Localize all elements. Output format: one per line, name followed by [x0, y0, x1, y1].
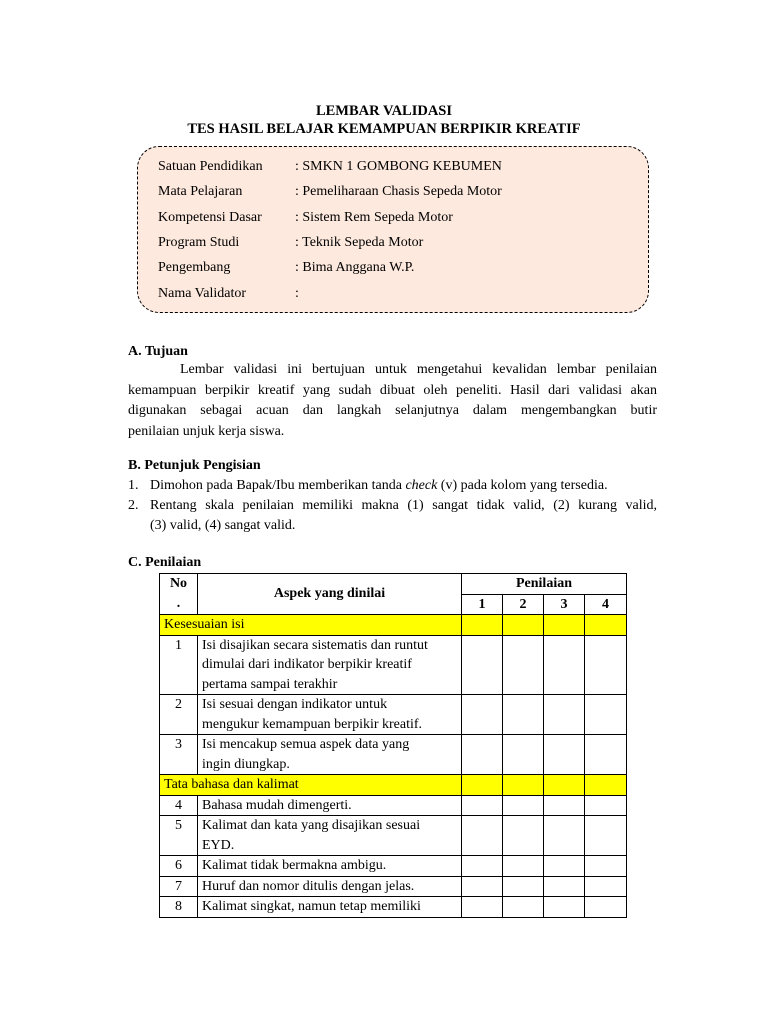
table-row [160, 816, 627, 856]
header-no: No . [160, 574, 198, 615]
score-cell[interactable] [503, 816, 544, 856]
score-cell[interactable] [503, 897, 544, 918]
info-label: Mata Pelajaran [158, 184, 243, 199]
list-number: 2. [128, 498, 139, 513]
score-cell[interactable] [503, 735, 544, 775]
header-score: Penilaian [462, 574, 627, 595]
score-cell[interactable] [503, 695, 544, 735]
header-aspect: Aspek yang dinilai [198, 574, 462, 615]
score-cell[interactable] [503, 856, 544, 877]
row-aspect: Kalimat dan kata yang disajikan sesuai EYD. [198, 816, 462, 856]
info-label: Kompetensi Dasar [158, 210, 262, 225]
header-score-2: 2 [503, 594, 544, 615]
info-value: : Bima Anggana W.P. [295, 260, 415, 275]
info-value: : Sistem Rem Sepeda Motor [295, 210, 453, 225]
row-aspect: Bahasa mudah dimengerti. [198, 795, 462, 816]
info-value: : SMKN 1 GOMBONG KEBUMEN [295, 159, 502, 174]
score-cell[interactable] [544, 856, 585, 877]
section-b-heading: B. Petunjuk Pengisian [128, 458, 261, 473]
score-cell[interactable] [585, 876, 627, 897]
info-value: : Teknik Sepeda Motor [295, 235, 424, 250]
info-value: : [295, 286, 299, 301]
score-cell[interactable] [585, 856, 627, 877]
document-title: LEMBAR VALIDASI [315, 103, 453, 119]
score-cell[interactable] [503, 876, 544, 897]
header-score-4: 4 [585, 594, 627, 615]
score-cell[interactable] [544, 695, 585, 735]
table-row [160, 897, 627, 918]
row-number: 6 [160, 856, 198, 877]
score-cell[interactable] [503, 635, 544, 695]
table-row [160, 795, 627, 816]
score-cell[interactable] [503, 795, 544, 816]
row-aspect: Kalimat singkat, namun tetap memiliki [198, 897, 462, 918]
document-subtitle: TES HASIL BELAJAR KEMAMPUAN BERPIKIR KREATIF [187, 121, 581, 137]
list-number: 1. [128, 478, 139, 493]
score-cell[interactable] [585, 735, 627, 775]
score-cell[interactable] [585, 816, 627, 856]
category-label: Kesesuaian isi [160, 615, 462, 636]
score-cell[interactable] [585, 695, 627, 735]
score-cell[interactable] [462, 856, 503, 877]
score-cell[interactable] [544, 635, 585, 695]
info-label: Nama Validator [158, 286, 246, 301]
row-number: 5 [160, 816, 198, 856]
table-row [160, 635, 627, 695]
table-row [160, 735, 627, 775]
assessment-table [159, 573, 627, 918]
score-cell[interactable] [462, 897, 503, 918]
score-cell[interactable] [462, 635, 503, 695]
score-cell[interactable] [544, 735, 585, 775]
info-label: Satuan Pendidikan [158, 159, 263, 174]
category-row [160, 775, 627, 796]
header-score-1: 1 [462, 594, 503, 615]
row-number: 7 [160, 876, 198, 897]
score-cell[interactable] [585, 635, 627, 695]
row-number: 3 [160, 735, 198, 775]
category-label: Tata bahasa dan kalimat [160, 775, 462, 796]
score-cell[interactable] [544, 897, 585, 918]
row-number: 8 [160, 897, 198, 918]
score-cell[interactable] [585, 795, 627, 816]
instruction-text: Dimohon pada Bapak/Ibu memberikan tanda check (v) pada kolom yang tersedia. [150, 478, 608, 493]
row-number: 4 [160, 795, 198, 816]
score-cell[interactable] [544, 876, 585, 897]
row-aspect: Isi disajikan secara sistematis dan runtut dimulai dari indikator berpikir kreatif pertama sampai terakhir [198, 635, 462, 695]
paragraph-line: penilaian unjuk kerja siswa. [128, 423, 285, 439]
score-cell[interactable] [544, 795, 585, 816]
section-a-heading: A. Tujuan [128, 344, 188, 359]
paragraph-line: digunakan sebagai acuan dan langkah selanjutnya dalam mengembangkan butir [128, 403, 657, 418]
row-number: 1 [160, 635, 198, 695]
info-label: Pengembang [158, 260, 231, 275]
score-cell[interactable] [585, 897, 627, 918]
section-a-paragraph [128, 360, 657, 442]
section-c-heading: C. Penilaian [128, 555, 202, 570]
row-aspect: Huruf dan nomor ditulis dengan jelas. [198, 876, 462, 897]
instruction-item-2 [128, 496, 657, 536]
score-cell[interactable] [544, 816, 585, 856]
score-cell[interactable] [462, 695, 503, 735]
table-row [160, 856, 627, 877]
emphasis-check: check [405, 478, 438, 493]
table-row [160, 876, 627, 897]
score-cell[interactable] [462, 795, 503, 816]
paragraph-line: kemampuan berpikir kreatif yang sudah dibuat oleh peneliti. Hasil dari validasi akan [128, 382, 657, 398]
instruction-item-1 [128, 476, 657, 496]
score-cell[interactable] [462, 876, 503, 897]
score-cell[interactable] [462, 816, 503, 856]
row-number: 2 [160, 695, 198, 735]
identity-box [137, 146, 649, 313]
category-row [160, 615, 627, 636]
row-aspect: Isi sesuai dengan indikator untuk mengukur kemampuan berpikir kreatif. [198, 695, 462, 735]
table-row [160, 695, 627, 735]
row-aspect: Kalimat tidak bermakna ambigu. [198, 856, 462, 877]
instruction-text: Rentang skala penilaian memiliki makna (1) sangat tidak valid, (2) kurang valid, (3) valid, (4) sangat valid. [150, 498, 657, 533]
paragraph-line: Lembar validasi ini bertujuan untuk mengetahui kevalidan lembar penilaian [180, 362, 657, 377]
header-score-3: 3 [544, 594, 585, 615]
score-cell[interactable] [462, 735, 503, 775]
info-value: : Pemeliharaan Chasis Sepeda Motor [295, 184, 502, 199]
row-aspect: Isi mencakup semua aspek data yang ingin diungkap. [198, 735, 462, 775]
info-label: Program Studi [158, 235, 240, 250]
